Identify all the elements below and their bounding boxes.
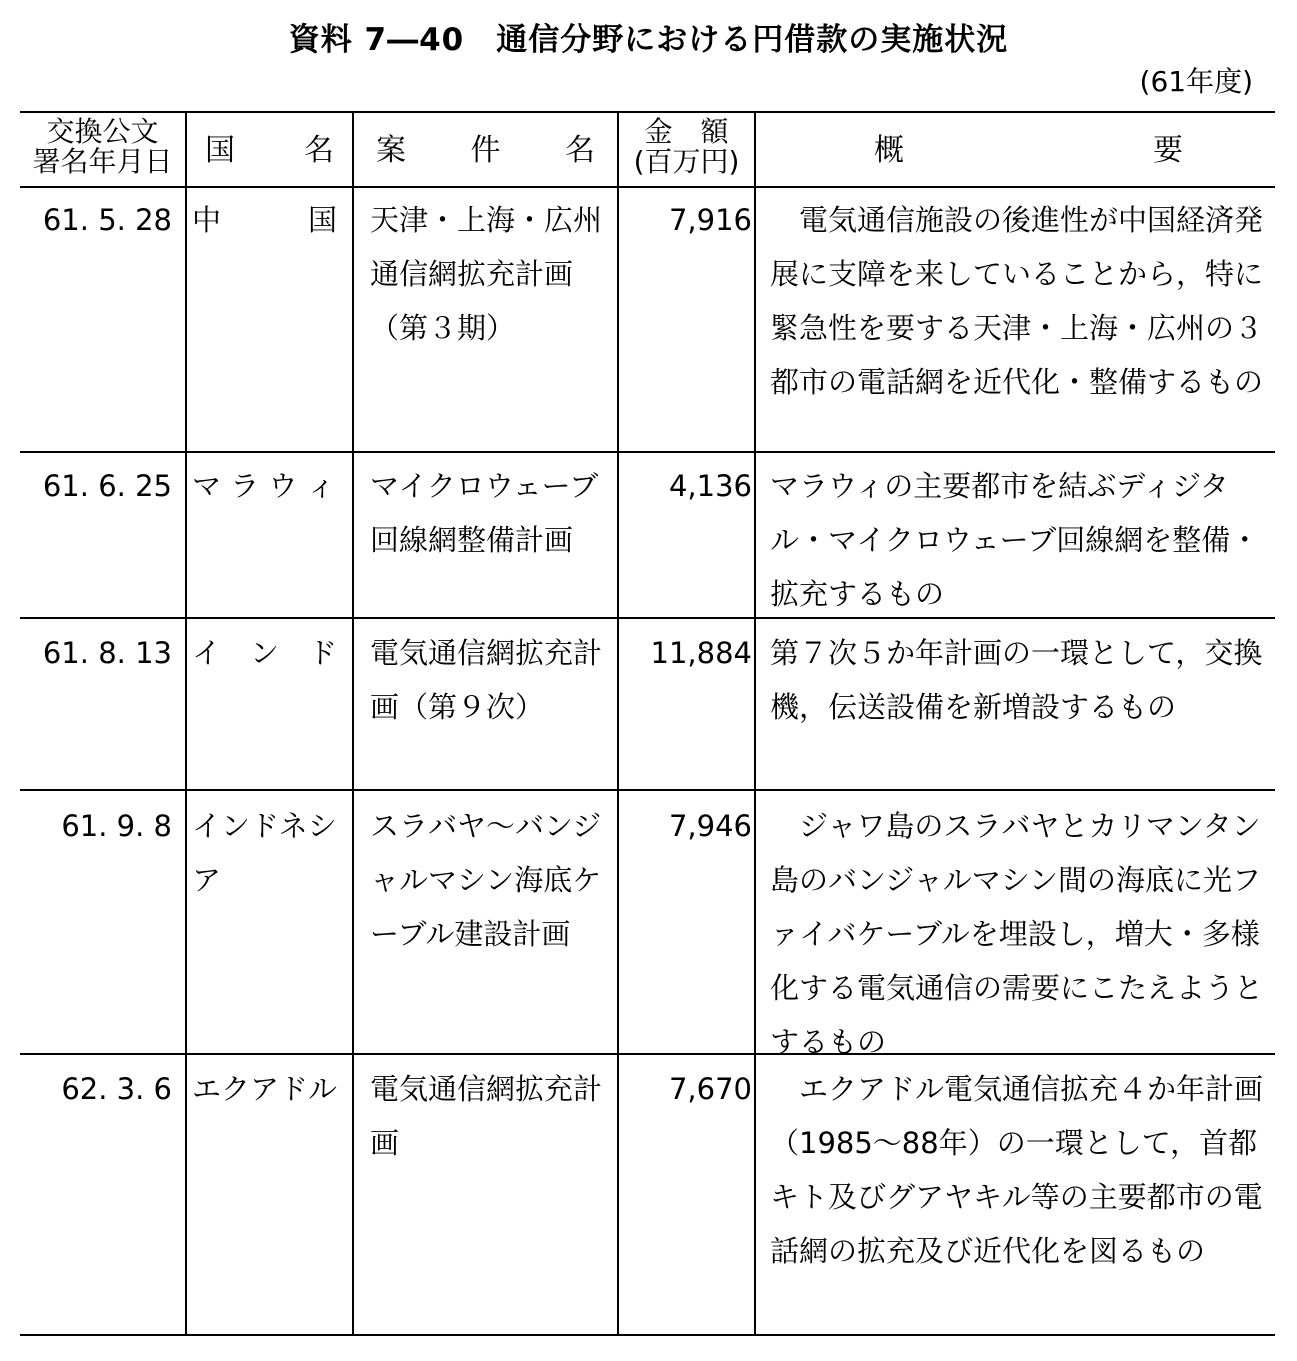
row-amount: 4,136 bbox=[668, 469, 752, 503]
row-amount: 7,670 bbox=[668, 1072, 752, 1106]
table-bottom-rule bbox=[20, 1334, 1275, 1336]
row-summary: マラウィの主要都市を結ぶディジタル・マイクロウェーブ回線網を整備・拡充するもの bbox=[770, 469, 1260, 611]
header-amount-line2: (百万円) bbox=[633, 145, 740, 178]
header-summary-char: 概 bbox=[874, 133, 904, 168]
header-project-char: 案 bbox=[376, 133, 406, 168]
column-divider bbox=[754, 111, 756, 1336]
row-project: 天津・上海・広州通信網拡充計画（第３期） bbox=[370, 203, 603, 345]
header-date-line2: 署名年月日 bbox=[32, 145, 173, 178]
row-country: エクアドル bbox=[192, 1072, 338, 1106]
header-country-char: 名 bbox=[304, 133, 334, 168]
row-project: マイクロウェーブ回線網整備計画 bbox=[370, 469, 599, 557]
page-title: 資料 7―40 通信分野における円借款の実施状況 bbox=[288, 22, 1009, 58]
row-project: 電気通信網拡充計画（第９次） bbox=[370, 636, 603, 724]
row-date: 61. 5. 28 bbox=[42, 203, 172, 237]
header-date-line1: 交換公文 bbox=[46, 115, 159, 148]
row-date: 62. 3. 6 bbox=[61, 1072, 172, 1106]
row-summary: ジャワ島のスラバヤとカリマンタン島のバンジャルマシン間の海底に光ファイバケーブルを埋設し，増大・多様化する電気通信の需要にこたえようとするもの bbox=[770, 809, 1264, 1059]
column-divider bbox=[352, 111, 354, 1336]
fiscal-year-note: (61年度) bbox=[1139, 65, 1253, 98]
row-amount: 7,916 bbox=[668, 203, 752, 237]
header-amount-line1: 金 額 bbox=[644, 115, 729, 148]
row-amount: 11,884 bbox=[650, 636, 752, 670]
header-bottom-rule bbox=[20, 186, 1275, 188]
header-date bbox=[20, 111, 185, 183]
header-project-char: 名 bbox=[565, 133, 595, 168]
row-date: 61. 9. 8 bbox=[61, 809, 172, 843]
row-country: マ ラ ウ ィ bbox=[192, 469, 336, 503]
row-project: 電気通信網拡充計画 bbox=[370, 1072, 603, 1160]
row-country: インドネシア bbox=[192, 809, 337, 897]
header-amount bbox=[619, 111, 754, 183]
row-summary: 第７次５か年計画の一環として，交換機，伝送設備を新増設するもの bbox=[770, 636, 1263, 724]
header-country bbox=[187, 111, 352, 183]
column-divider bbox=[185, 111, 187, 1336]
column-divider bbox=[617, 111, 619, 1336]
header-summary-char: 要 bbox=[1153, 133, 1183, 168]
header-summary bbox=[756, 111, 1275, 183]
row-divider bbox=[20, 789, 1275, 791]
row-amount: 7,946 bbox=[668, 809, 752, 843]
row-divider bbox=[20, 451, 1275, 453]
header-country-char: 国 bbox=[205, 133, 235, 168]
header-project bbox=[354, 111, 617, 183]
row-project: スラバヤ～バンジャルマシン海底ケーブル建設計画 bbox=[370, 809, 602, 951]
row-country: 中 国 bbox=[192, 203, 338, 237]
row-summary: エクアドル電気通信拡充４か年計画（1985～88年）の一環として，首都キト及びグアヤキル等の主要都市の電話網の拡充及び近代化を図るもの bbox=[770, 1072, 1264, 1268]
row-date: 61. 6. 25 bbox=[42, 469, 172, 503]
row-date: 61. 8. 13 bbox=[42, 636, 172, 670]
row-summary: 電気通信施設の後進性が中国経済発展に支障を来していることから，特に緊急性を要する天津・上海・広州の３都市の電話網を近代化・整備するもの bbox=[770, 203, 1264, 399]
header-project-char: 件 bbox=[470, 133, 501, 168]
row-country: イ ン ド bbox=[192, 636, 338, 670]
